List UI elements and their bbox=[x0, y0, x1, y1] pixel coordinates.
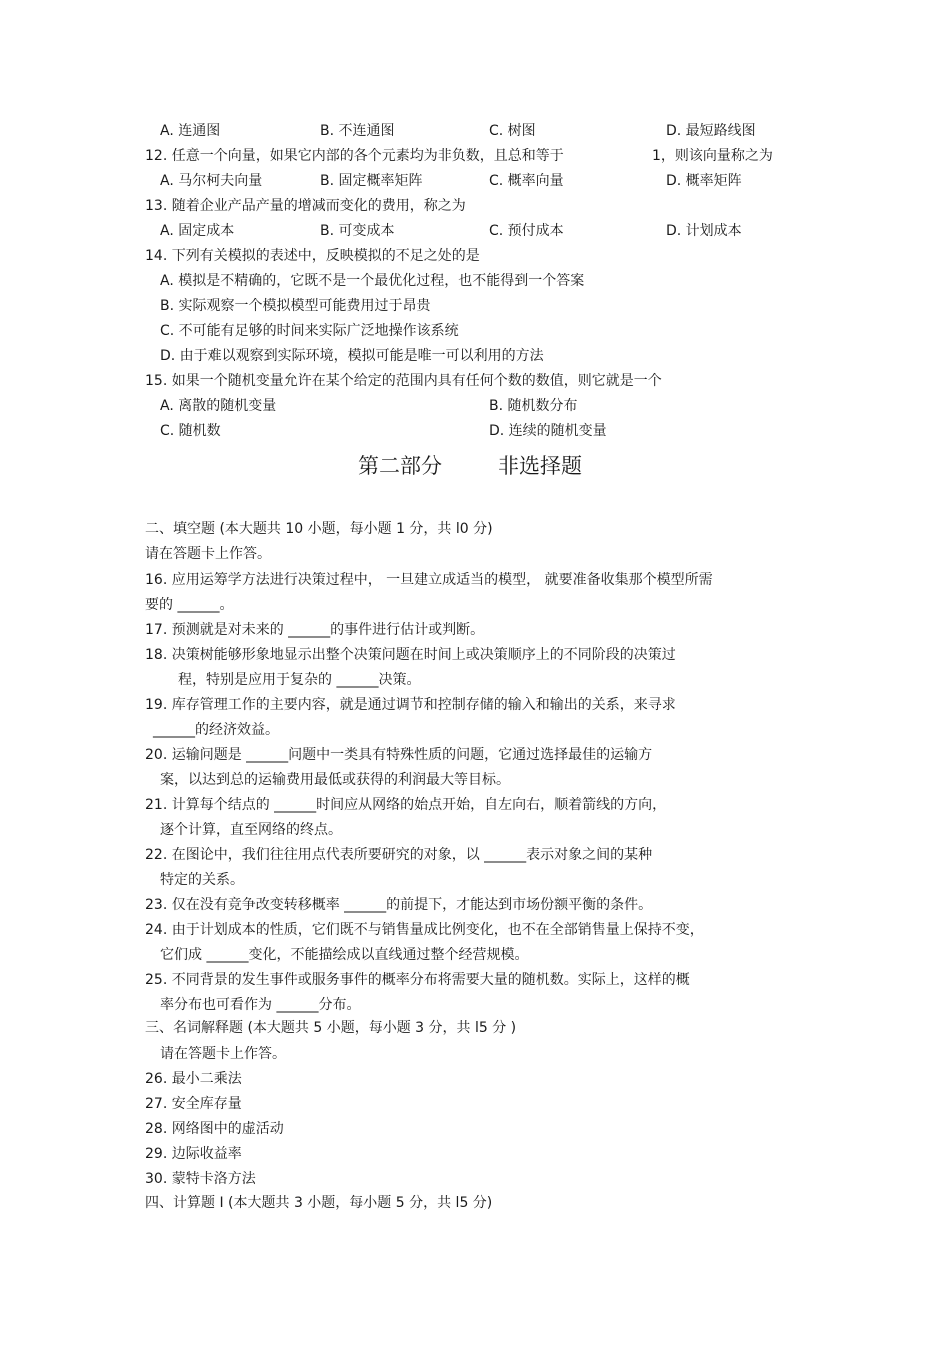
q23-line-1: 23. 仅在没有竞争改变转移概率 ______的前提下，才能达到市场份额平衡的条件。 bbox=[145, 897, 653, 913]
section-fill-heading: 二、填空题 (本大题共 10 小题，每小题 1 分，共 l0 分) bbox=[145, 521, 493, 537]
q13-option-b: B. 可变成本 bbox=[320, 223, 395, 239]
q11-option-d: D. 最短路线图 bbox=[666, 123, 756, 139]
q29-term: 29. 边际收益率 bbox=[145, 1146, 242, 1162]
q27-term: 27. 安全库存量 bbox=[145, 1096, 242, 1112]
q11-option-c: C. 树图 bbox=[489, 123, 536, 139]
q15-option-a: A. 离散的随机变量 bbox=[160, 398, 277, 414]
section-fill-note: 请在答题卡上作答。 bbox=[145, 546, 271, 562]
q24-line-2: 它们成 ______变化，不能描绘成以直线通过整个经营规模。 bbox=[160, 947, 529, 963]
q14-option-b: B. 实际观察一个模拟模型可能费用过于昂贵 bbox=[160, 298, 431, 314]
q21-line-1: 21. 计算每个结点的 ______时间应从网络的始点开始，自左向右，顺着箭线的方向， bbox=[145, 797, 667, 813]
section-terms-heading: 三、名词解释题 (本大题共 5 小题，每小题 3 分，共 l5 分 ) bbox=[145, 1020, 517, 1036]
q22-line-1: 22. 在图论中，我们往往用点代表所要研究的对象，以 ______表示对象之间的某种 bbox=[145, 847, 653, 863]
part-two-name: 非选择题 bbox=[498, 454, 582, 478]
q15-option-c: C. 随机数 bbox=[160, 423, 221, 439]
q13-option-d: D. 计划成本 bbox=[666, 223, 742, 239]
q14-stem: 14. 下列有关模拟的表述中，反映模拟的不足之处的是 bbox=[145, 248, 480, 264]
part-two-title bbox=[0, 452, 940, 480]
section-calc-heading: 四、计算题 Ⅰ (本大题共 3 小题，每小题 5 分，共 l5 分) bbox=[145, 1195, 493, 1211]
part-two-label: 第二部分 bbox=[358, 454, 442, 478]
q21-line-2: 逐个计算，直至网络的终点。 bbox=[160, 822, 342, 838]
q26-term: 26. 最小二乘法 bbox=[145, 1071, 242, 1087]
q12-option-c: C. 概率向量 bbox=[489, 173, 564, 189]
q11-option-a: A. 连通图 bbox=[160, 123, 221, 139]
section-terms-note: 请在答题卡上作答。 bbox=[160, 1046, 286, 1062]
q16-line-1: 16. 应用运筹学方法进行决策过程中， 一旦建立成适当的模型， 就要准备收集那个模型所需 bbox=[145, 572, 713, 588]
q25-line-2: 率分布也可看作为 ______分布。 bbox=[160, 997, 361, 1013]
q14-option-d: D. 由于难以观察到实际环境，模拟可能是唯一可以利用的方法 bbox=[160, 348, 544, 364]
q18-line-1: 18. 决策树能够形象地显示出整个决策问题在时间上或决策顺序上的不同阶段的决策过 bbox=[145, 647, 676, 663]
q25-line-1: 25. 不同背景的发生事件或服务事件的概率分布将需要大量的随机数。实际上，这样的概 bbox=[145, 972, 690, 988]
q15-option-b: B. 随机数分布 bbox=[489, 398, 578, 414]
q17-line-1: 17. 预测就是对未来的 ______的事件进行估计或判断。 bbox=[145, 622, 485, 638]
q12-option-d: D. 概率矩阵 bbox=[666, 173, 742, 189]
q12-option-a: A. 马尔柯夫向量 bbox=[160, 173, 263, 189]
q12-stem: 12. 任意一个向量，如果它内部的各个元素均为非负数，且总和等于 bbox=[145, 148, 564, 164]
q13-option-c: C. 预付成本 bbox=[489, 223, 564, 239]
q12-option-b: B. 固定概率矩阵 bbox=[320, 173, 423, 189]
q15-stem: 15. 如果一个随机变量允许在某个给定的范围内具有任何个数的数值，则它就是一个 bbox=[145, 373, 662, 389]
q20-line-2: 案，以达到总的运输费用最低或获得的利润最大等目标。 bbox=[160, 772, 510, 788]
q30-term: 30. 蒙特卡洛方法 bbox=[145, 1171, 256, 1187]
q24-line-1: 24. 由于计划成本的性质，它们既不与销售量成比例变化，也不在全部销售量上保持不变， bbox=[145, 922, 704, 938]
q13-stem: 13. 随着企业产品产量的增减而变化的费用，称之为 bbox=[145, 198, 466, 214]
q19-line-2: ______的经济效益。 bbox=[153, 722, 279, 738]
q16-line-2: 要的 ______。 bbox=[145, 597, 234, 613]
q14-option-a: A. 模拟是不精确的，它既不是一个最优化过程，也不能得到一个答案 bbox=[160, 273, 585, 289]
q13-option-a: A. 固定成本 bbox=[160, 223, 235, 239]
q19-line-1: 19. 库存管理工作的主要内容，就是通过调节和控制存储的输入和输出的关系，来寻求 bbox=[145, 697, 676, 713]
q20-line-1: 20. 运输问题是 ______问题中一类具有特殊性质的问题，它通过选择最佳的运输方 bbox=[145, 747, 653, 763]
q15-option-d: D. 连续的随机变量 bbox=[489, 423, 607, 439]
q22-line-2: 特定的关系。 bbox=[160, 872, 244, 888]
q12-stem-end: 1，则该向量称之为 bbox=[652, 148, 773, 164]
q28-term: 28. 网络图中的虚活动 bbox=[145, 1121, 284, 1137]
q11-option-b: B. 不连通图 bbox=[320, 123, 395, 139]
q14-option-c: C. 不可能有足够的时间来实际广泛地操作该系统 bbox=[160, 323, 459, 339]
q18-line-2: 程，特别是应用于复杂的 ______决策。 bbox=[178, 672, 421, 688]
